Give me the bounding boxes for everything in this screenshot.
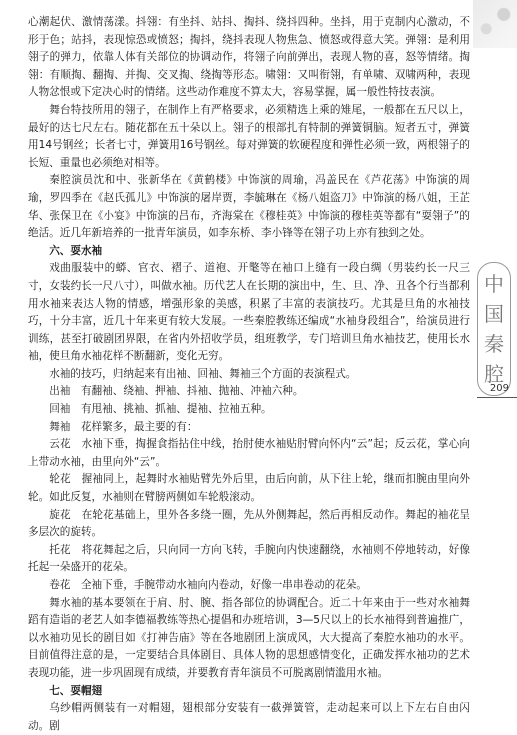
paragraph: 回袖 有甩袖、挑袖、抓袖、提袖、拉袖五种。 — [49, 403, 272, 416]
paragraph: 舞台特技所用的翎子，在制作上有严格要求，必须精选上乘的雉尾，一般都在五尺以上，最好的达七尺左右。随花都在五十朵以上。翎子的根部扎有特制的弹簧铜脑。短者五寸，弹簧用14号钢丝；长者七寸，弹簧用16号钢丝。每对弹簧的软硬程度和弹性必须一致，两根翎子的长短、重量也必须绝对相等。 — [28, 103, 470, 169]
paragraph: 出袖 有翻袖、绕袖、押袖、抖袖、抛袖、冲袖六种。 — [49, 385, 304, 398]
paragraph: 秦腔演员沈和中、张新华在《黄鹤楼》中饰演的周瑜，冯盖民在《芦花荡》中饰演的周瑜，罗四季在《赵氏孤儿》中饰演的屠岸贾，李毓琳在《杨八姐盗刀》中饰演的杨八姐，王芷华、张保卫在《小宴》中饰演的吕布，齐海棠在《穆桂英》中饰演的穆桂英等都有“耍翎子”的绝活。近几年新培养的一批青年演员，如李东桥、李小锋等在翎子功上亦有独到之处。 — [28, 174, 470, 240]
section-heading: 七、耍帽翅 — [49, 684, 103, 697]
paragraph: 旋花 在轮花基础上，里外各多绕一圈，先从外侧舞起，然后再相反动作。舞起的袖花呈多层次的旋转。 — [28, 508, 470, 539]
book-title-vertical — [477, 262, 511, 396]
title-char: 国 — [484, 302, 504, 326]
title-char: 腔 — [484, 362, 504, 386]
corner-decoration — [473, 0, 517, 48]
title-char: 秦 — [484, 332, 504, 356]
paragraph: 舞水袖的基本要领在于肩、肘、腕、指各部位的协调配合。近二十年来由于一些对水袖舞蹈有造诣的老艺人如李德福教练等热心提倡和办班培训，3—5尺以上的长水袖得到普遍推广，以水袖功见长的剧目如《打神告庙》等在各地剧团上演成风，大大提高了秦腔水袖功的水平。目前值得注意的是，一定要结合具体剧目、具体人物的思想感情变化，正确发挥水袖功的艺术表现功能，进一步巩固现有成绩，并要教育青年演员不可脱离剧情滥用水袖。 — [28, 596, 470, 679]
paragraph: 乌纱帽两侧装有一对帽翅，翅根部分安装有一截弹簧管，走动起来可以上下左右自由闪动。剧 — [28, 702, 470, 732]
paragraph: 舞袖 花样繁多，最主要的有： — [49, 420, 198, 433]
paragraph: 卷花 全袖下垂，手腕带动水袖向内卷动，好像一串串卷动的花朵。 — [49, 579, 367, 591]
title-char: 中 — [484, 272, 504, 296]
page-number: 209 — [489, 383, 509, 394]
paragraph: 托花 将花舞起之后，只向同一方向飞转，手腕向内快速翻绕，水袖则不停地转动，好像托起一朵盛开的花朵。 — [28, 543, 470, 574]
paragraph: 心潮起伏、激情荡漾。抖翎：有坐抖、站抖、掏抖、绕抖四种。坐抖，用于克制内心激动，不形于色；站抖，表现惊恐或愤怒；掏抖，绕抖表现人物焦急、愤怒或得意大笑。弹翎：是利用翎子的弹力，依靠人体有关部位的协调动作，将翎子向前弹出，表现人物的喜，怒等情绪。掏翎：有顺掏、翻掏、并掏、交叉掏、绕掏等形态。啸翎：又叫衔翎，有单啸、双啸两种，表现人物忿恨或下定决心时的情绪。这些动作难度不算太大，容易掌握，属一般性特技表演。 — [28, 16, 470, 99]
paragraph: 水袖的技巧，归纳起来有出袖、回袖、舞袖三个方面的表演程式。 — [49, 367, 357, 380]
paragraph: 云花 水袖下垂，掏握食指拈住中线，抬肘使水袖贴肘臂向怀内“云”起；反云花，掌心向上带动水袖，由里向外“云”。 — [28, 438, 470, 468]
paragraph: 戏曲服装中的蟒、官衣、褶子、道袍、开氅等在袖口上缝有一段白绸（男装约长一尺三寸，女装约长一尺八寸），叫做水袖。历代艺人在长期的演出中，生、旦、净、丑各个行当都利用水袖来表达人物的情感，增强形象的美感，积累了丰富的表演技巧。尤其是旦角的水袖技巧，十分丰富，近几十年来更有较大发展。一些秦腔教练还编成“水袖身段组合”，给演员进行训练，甚至打破剧团界限，在省内外招收学员，组班教学，专门培训旦角水袖技艺，使用长水袖，使旦角水袖花样不断翻新，变化无穷。 — [28, 262, 470, 363]
page-body — [28, 14, 470, 735]
section-heading: 六、耍水袖 — [49, 244, 103, 257]
page-number-rule — [477, 397, 517, 398]
paragraph: 轮花 握袖同上，起舞时水袖贴臂先外后里，由后向前，从下往上轮，继而扣腕由里向外轮。如此反复，水袖则在臂膀两侧如车轮般滚动。 — [28, 473, 470, 504]
page-sidebar — [473, 0, 517, 690]
